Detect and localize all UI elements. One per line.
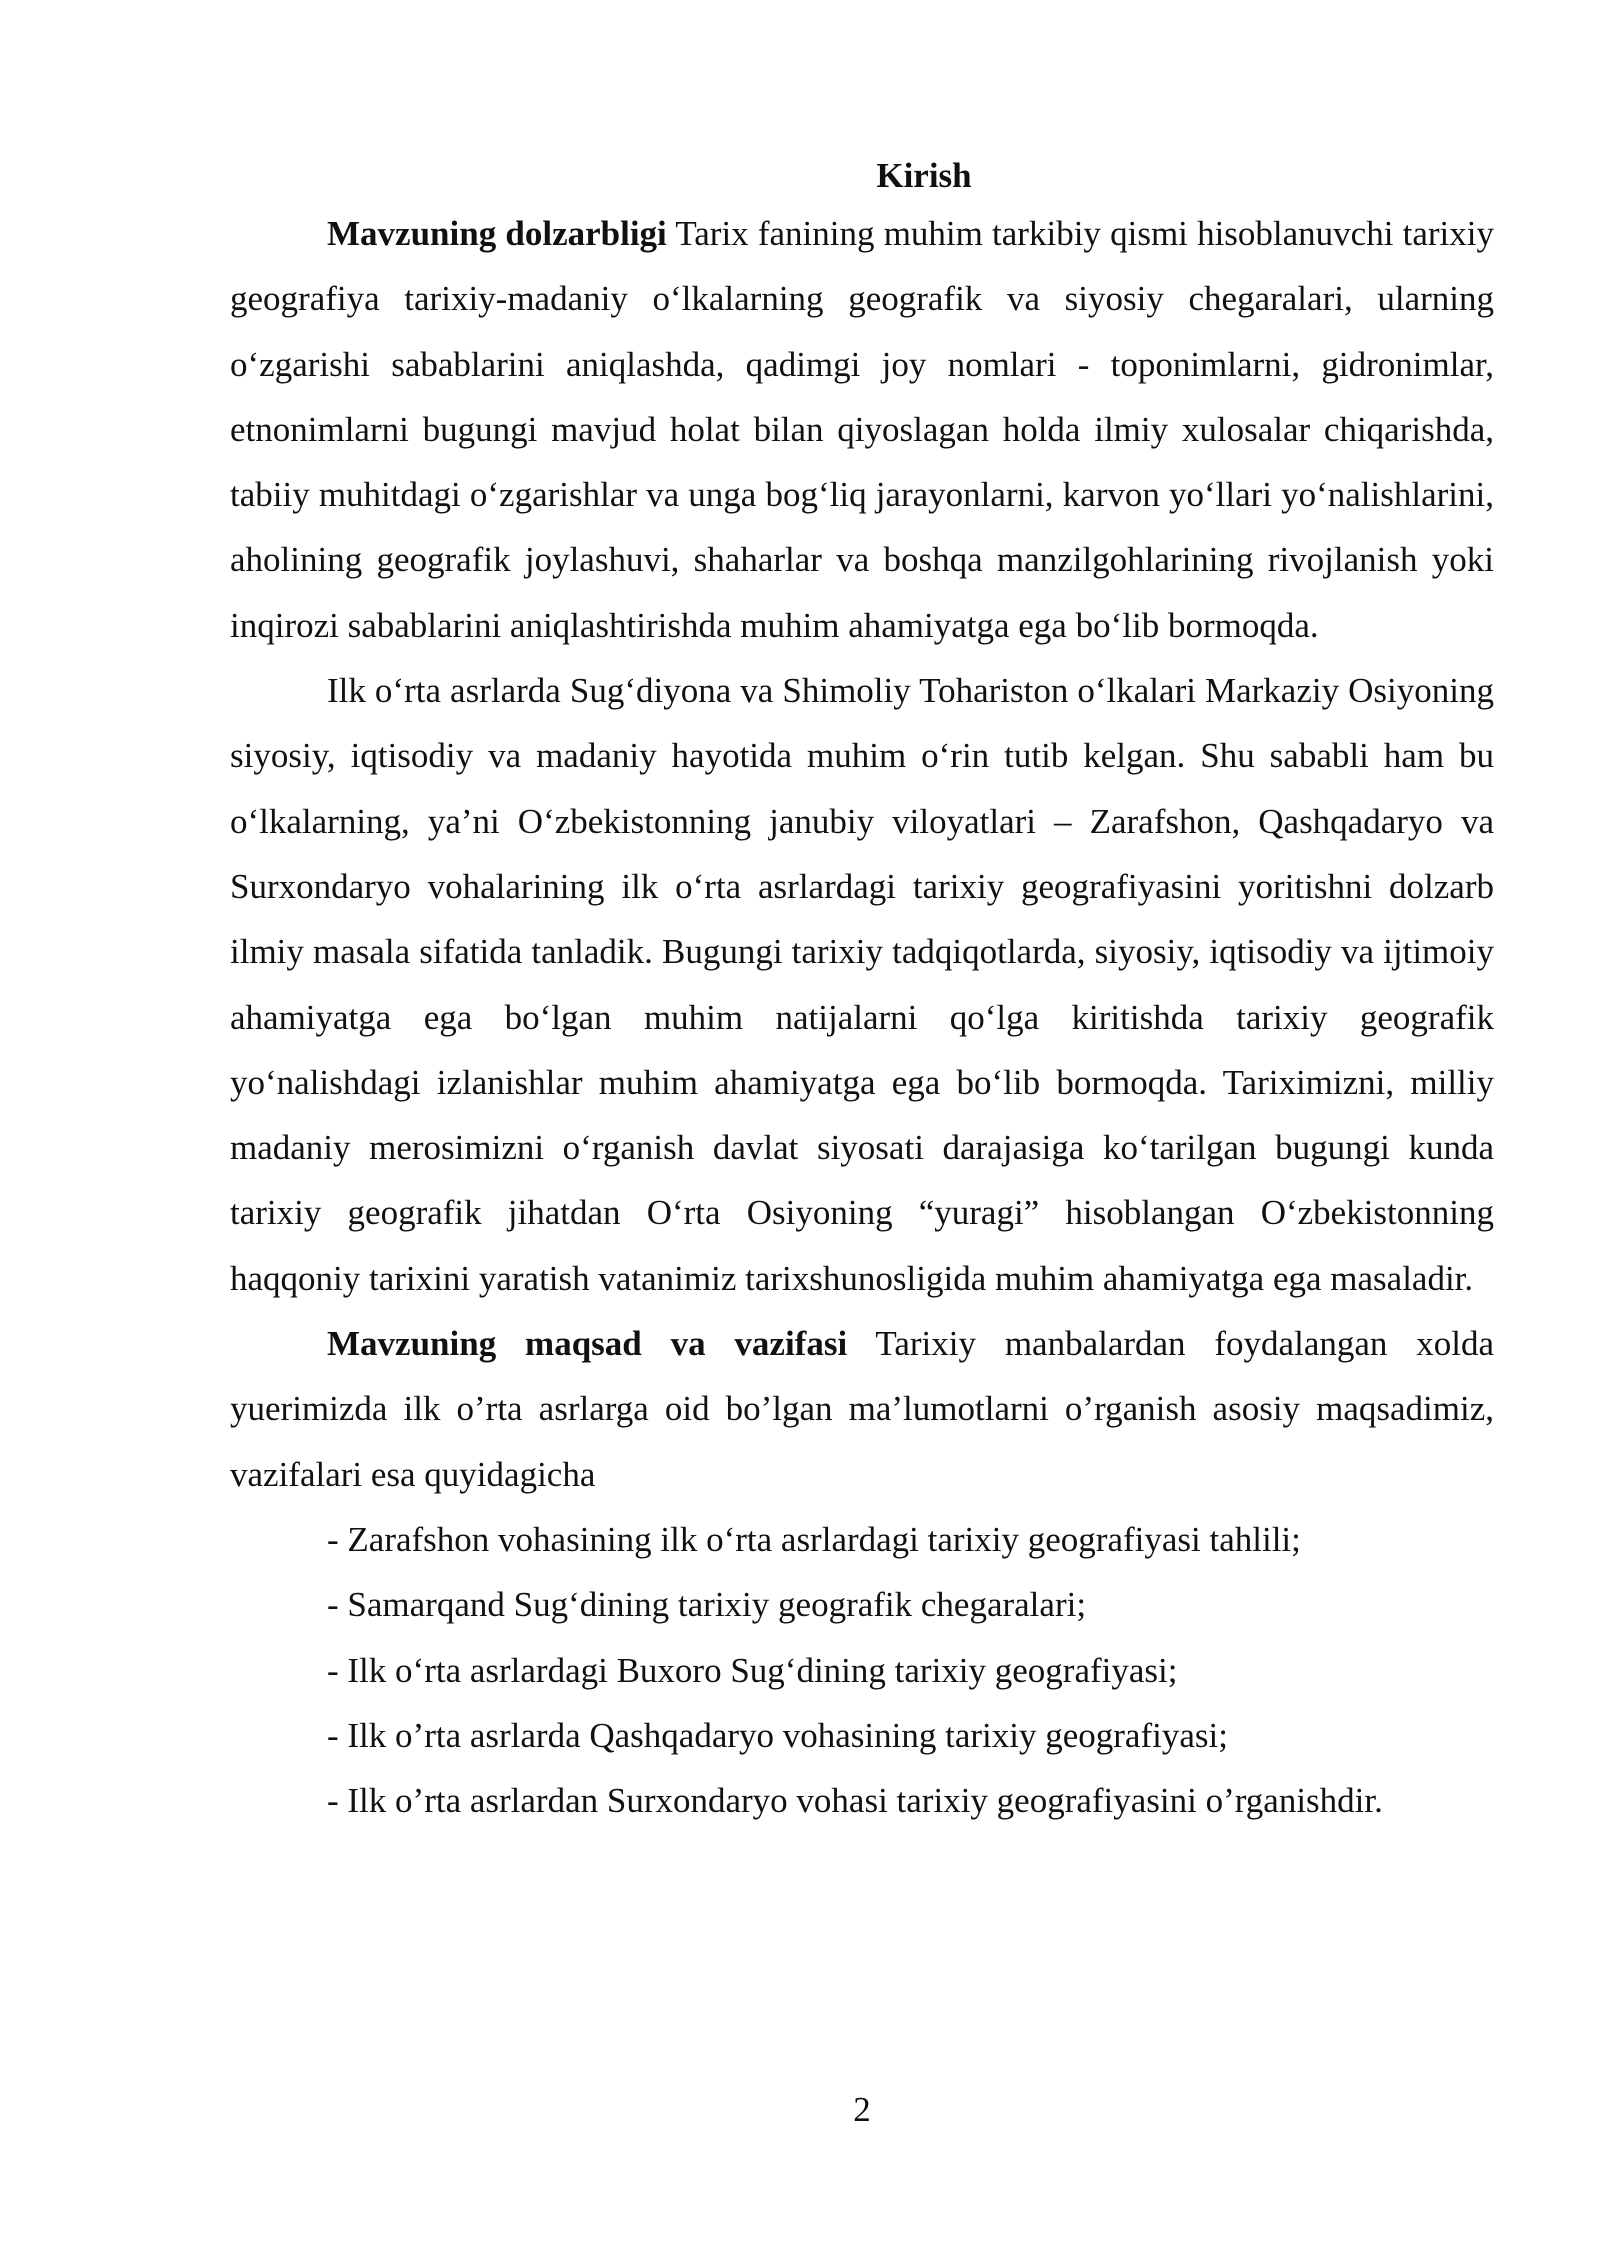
paragraph-context: Ilk o‘rta asrlarda Sug‘diyona va Shimoliy Toharistоn o‘lkalari Markaziy Osiyoning siyosiy, iqtisodiy va madaniy hayotida muhim o‘rin tutib kelgan. Shu sababli ham bu o‘lkalarning, ya’ni O‘zbekistonning janubiy viloyatlari – Zarafshon, Qashqadaryo va Surxondaryo vohalarining ilk o‘rta asrlardagi tarixiy geografiyasini yoritishni dolzarb ilmiy masala sifatida tanladik. Bugungi tarixiy tadqiqotlarda, siyosiy, iqtisodiy va ijtimoiy ahamiyatga ega bo‘lgan muhim natijalarni qo‘lga kiritishda tarixiy geografik yo‘nalishdagi izlanishlar muhim ahamiyatga ega bo‘lib bormoqda. Tariximizni, milliy madaniy merosimizni o‘rganish davlat siyosati darajasiga ko‘tarilgan bugungi kunda tarixiy geografik jihatdan O‘rta Osiyoning “yuragi” hisoblangan O‘zbekistonning haqqoniy tarixini yaratish vatanimiz tarixshunosligida muhim ahamiyatga ega masaladir.	[230, 671, 1494, 1298]
list-item: - Zarafshon vohasining ilk o‘rta asrlardagi tarixiy geografiyasi tahlili;	[327, 1519, 1301, 1559]
page-body	[230, 150, 1494, 1833]
paragraph-goals	[230, 1311, 1494, 1507]
paragraph-relevance	[230, 201, 1494, 658]
paragraph-text: Tarixiy manbalardan foydalangan xolda yuerimizda ilk o’rta asrlarga oid bo’lgan ma’lumotlarni o’rganish asosiy maqsadimiz, vazifalari esa quyidagicha	[230, 1324, 1494, 1494]
page-number: 2	[853, 2090, 871, 2129]
paragraph-text: Tarix fanining muhim tarkibiy qismi hisoblanuvchi tarixiy geografiya tarixiy-madaniy o‘lkalarning geografik va siyosiy chegaralari, ularning o‘zgarishi sabablarini aniqlashda, qadimgi joy nomlari - toponimlarni, gidronimlar, etnonimlarni bugungi mavjud holat bilan qiyoslagan holda ilmiy xulosalar chiqarishda, tabiiy muhitdagi o‘zgarishlar va unga bog‘liq jarayonlarni, karvon yo‘llari yo‘nalishlarini, aholining geografik joylashuvi, shaharlar va boshqa manzilgohlarining rivojlanish yoki inqirozi sabablarini aniqlashtirishda muhim ahamiyatga ega bo‘lib bormoqda.	[230, 214, 1494, 645]
list-item: - Ilk o’rta asrlarda Qashqadaryo vohasining tarixiy geografiyasi;	[327, 1715, 1228, 1755]
task-list	[230, 1507, 1494, 1833]
list-item: - Ilk o‘rta asrlardagi Buxoro Sug‘dining tarixiy geografiyasi;	[327, 1650, 1178, 1690]
list-item: - Ilk o’rta asrlardan Surxondaryo vohasi tarixiy geografiyasini o’rganishdir.	[327, 1781, 1383, 1821]
section-heading: Kirish	[876, 156, 972, 195]
paragraph-lead: Mavzuning dolzarbligi	[327, 214, 667, 253]
list-item: - Samarqand Sug‘dining tarixiy geografik chegaralari;	[327, 1585, 1087, 1625]
paragraph-lead: Mavzuning maqsad va vazifasi	[327, 1324, 848, 1364]
